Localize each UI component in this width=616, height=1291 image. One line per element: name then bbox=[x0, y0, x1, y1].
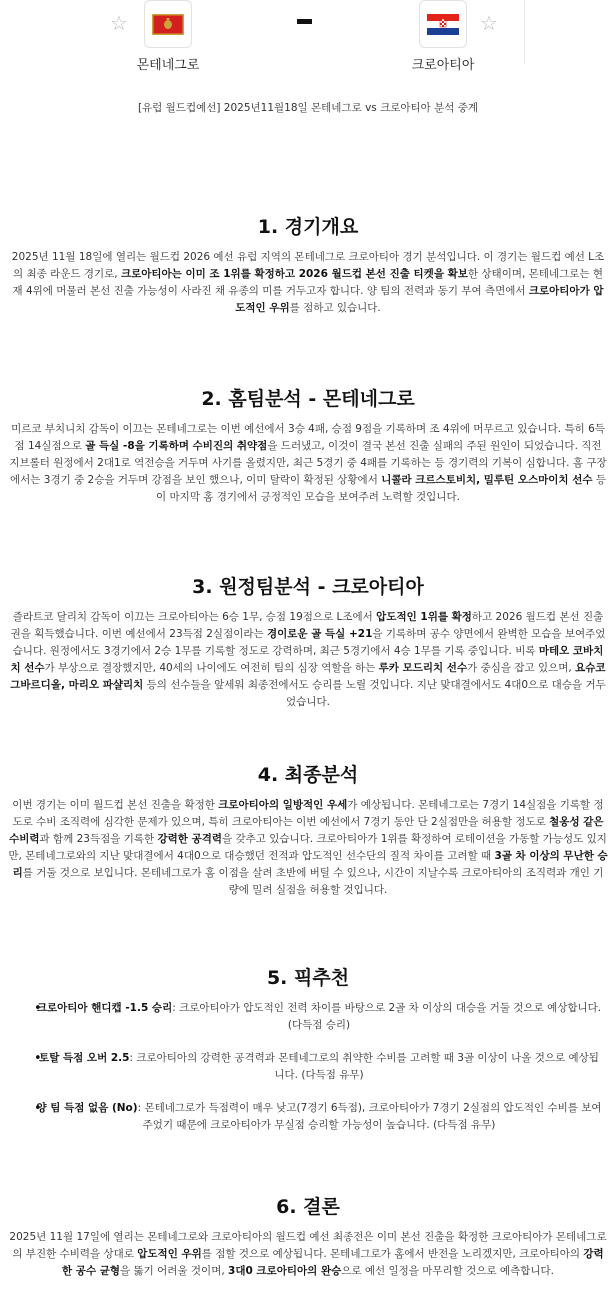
montenegro-flag-icon bbox=[144, 0, 192, 48]
section-title: 2. 홈팀분석 - 몬테네그로 bbox=[201, 388, 415, 410]
list-item: • 토탈 득점 오버 2.5: 크로아티아의 강력한 공격력과 몬테네그로의 취약한 수비를 고려할 때 3골 이상이 나올 것으로 예상됩니다. (다득점 유무) bbox=[14, 1050, 602, 1084]
header-divider bbox=[524, 0, 525, 64]
home-team-name: 몬테네그로 bbox=[136, 58, 200, 73]
home-team[interactable] bbox=[88, 0, 248, 73]
home-favorite-star-icon[interactable]: ☆ bbox=[110, 11, 128, 35]
match-subtitle: [유럽 월드컵예선] 2025년11월18일 몬테네그로 vs 크로아티아 분석 중계 bbox=[137, 102, 479, 114]
section-body: 2025년 11월 17일에 열리는 몬테네그로와 크로아티아의 월드컵 예선 최종전은 이미 본선 진출을 확정한 크로아티아가 몬테네그로의 부진한 수비력을 상대로 압도적인 우위를 점할 것으로 예상됩니다. 몬테네그로가 홈에서 반전을 노리겠지만, 크로아티아의 강력한 공수 균형을 뚫기 어려울 것이며, 3대0 크로아티아의 완승으로 예선 일정을 마무리할 것으로 예측합니다. bbox=[9, 1231, 607, 1277]
away-team-name: 크로아티아 bbox=[411, 58, 475, 73]
section-title: 1. 경기개요 bbox=[257, 216, 359, 238]
score-separator bbox=[297, 19, 312, 24]
picks-list bbox=[8, 1000, 608, 1134]
section-body: 미르코 부치니치 감독이 이끄는 몬테네그로는 이번 예선에서 3승 4패, 승점 9점을 기록하며 조 4위에 머무르고 있습니다. 특히 6득점 14실점으로 골 득실 -8을 기록하며 수비진의 취약점을 드러냈고, 이것이 결국 본선 진출 실패의 주된 원인이 되었습니다. 직전 지브롤터 원정에서 2대1로 역전승을 거두며 사기를 올렸지만, 최근 5경기 중 4패를 기록하는 등 경기력의 기복이 심합니다. 홈 구장에서는 3경기 중 2승을 거두며 강점을 보인 했으나, 이미 탈락이 확정된 상황에서 니콜라 크르스토비치, 밀루틴 오스마이치 선수 등이 마지막 홈 경기에서 긍정적인 모습을 보여주려 노력할 것입니다. bbox=[9, 423, 607, 503]
section-body: 이번 경기는 이미 월드컵 본선 진출을 확정한 크로아티아의 일방적인 우세가 예상됩니다. 몬테네그로는 7경기 14실점을 기록할 정도로 수비 조직력에 심각한 문제가 있으며, 특히 크로아티아는 이번 예선에서 7경기 동안 단 2실점만을 허용할 정도로 철옹성 같은 수비력과 함께 23득점을 기록한 강력한 공격력을 갖추고 있습니다. 크로아티아가 1위를 확정하여 로테이션을 가동할 가능성도 있지만, 몬테네그로와의 지난 맞대결에서 4대0으로 대승했던 전적과 압도적인 선수단의 질적 차이를 고려할 때 3골 차 이상의 무난한 승리를 거둘 것으로 보입니다. 몬테네그로가 홈 이점을 살려 초반에 버틸 수 있으나, 시간이 지날수록 크로아티아의 조직력과 개인 기량에 밀려 실점을 허용할 것입니다. bbox=[8, 799, 608, 896]
section-home-analysis bbox=[0, 384, 616, 506]
section-away-analysis bbox=[0, 572, 616, 711]
section-picks bbox=[0, 963, 616, 1150]
section-final-analysis bbox=[0, 760, 616, 899]
list-item: • 크로아티아 핸디캡 -1.5 승리: 크로아티아가 압도적인 전력 차이를 바탕으로 2골 차 이상의 대승을 거둘 것으로 예상합니다. (다득점 승리) bbox=[14, 1000, 602, 1034]
section-title: 5. 픽추천 bbox=[266, 967, 350, 989]
section-overview bbox=[0, 212, 616, 317]
section-body: 즐라트코 달리치 감독이 이끄는 크로아티아는 6승 1무, 승점 19점으로 L조에서 압도적인 1위를 확정하고 2026 월드컵 본선 진출권을 획득했습니다. 이번 예선에서 23득점 2실점이라는 경이로운 골 득실 +21을 기록하며 공수 양면에서 완벽한 모습을 보여주었습니다. 원정에서도 3경기에서 2승 1무를 기록할 정도로 강력하며, 최근 5경기에서 4승 1무를 기록 중입니다. 비록 마테오 코바치치 선수가 부상으로 결장했지만, 40세의 나이에도 여전히 팀의 심장 역할을 하는 루카 모드리치 선수가 중심을 잡고 있으며, 요슈코 그바르디올, 마리오 파샬리치 등의 선수들을 앞세워 최종전에서도 승리를 노릴 것입니다. 지난 맞대결에서도 4대0으로 대승을 거두었습니다. bbox=[10, 611, 606, 708]
match-header bbox=[0, 0, 616, 200]
away-team[interactable] bbox=[363, 0, 523, 73]
croatia-flag-icon bbox=[419, 0, 467, 48]
section-title: 3. 원정팀분석 - 크로아티아 bbox=[192, 576, 424, 598]
list-item: • 양 팀 득점 없음 (No): 몬테네그로가 득점력이 매우 낮고(7경기 6득점), 크로아티아가 7경기 2실점의 압도적인 수비를 보여주었기 때문에 크로아티아가 무실점 승리할 가능성이 높습니다. (다득점 유무) bbox=[14, 1100, 602, 1134]
away-favorite-star-icon[interactable]: ☆ bbox=[480, 11, 498, 35]
section-body: 2025년 11월 18일에 열리는 월드컵 2026 예선 유럽 지역의 몬테네그로 크로아티아 경기 분석입니다. 이 경기는 월드컵 예선 L조의 최종 라운드 경기로, 크로아티아는 이미 조 1위를 확정하고 2026 월드컵 본선 진출 티켓을 확보한 상태이며, 몬테네그로는 현재 4위에 머물러 본선 진출 가능성이 사라진 채 유종의 미를 거두고자 합니다. 양 팀의 전력과 동기 부여 측면에서 크로아티아가 압도적인 우위를 점하고 있습니다. bbox=[11, 251, 605, 314]
section-conclusion bbox=[0, 1192, 616, 1280]
section-title: 4. 최종분석 bbox=[257, 764, 359, 786]
section-title: 6. 결론 bbox=[276, 1196, 340, 1218]
